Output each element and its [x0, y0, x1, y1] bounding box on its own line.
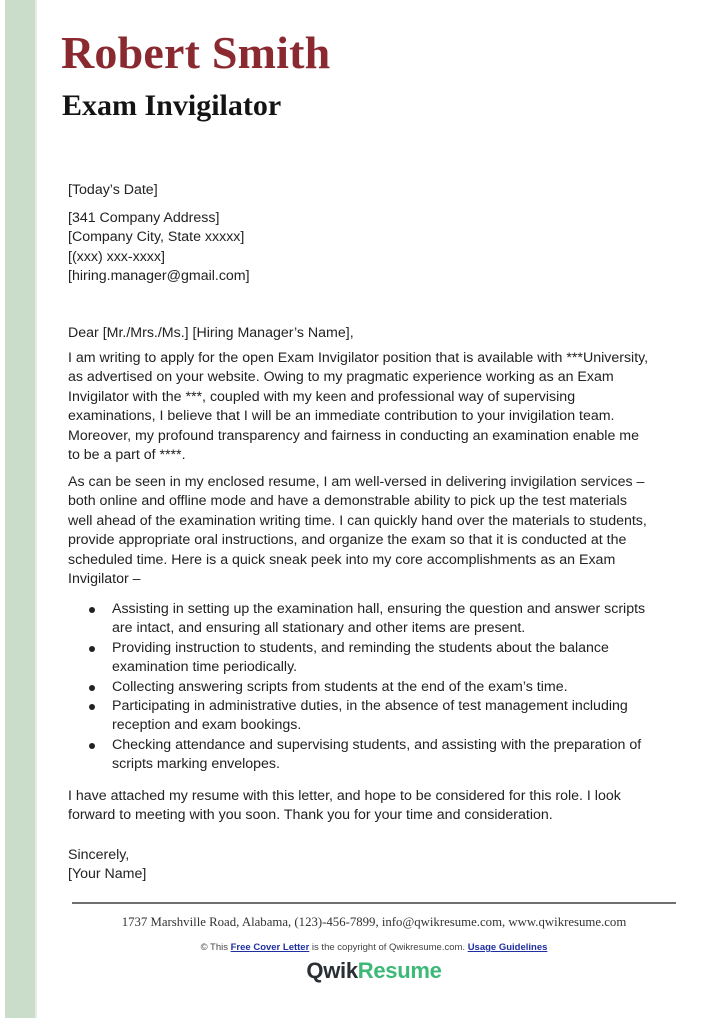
free-cover-letter-link[interactable]: Free Cover Letter: [230, 942, 310, 953]
paragraph-line: examinations, I believe that I will be an immediate contribution to your invigilation team.: [68, 408, 615, 425]
list-item: [68, 639, 688, 678]
bullet-icon: [89, 607, 95, 613]
copyright-prefix: © This: [200, 942, 231, 953]
list-item-line: Assisting in setting up the examination hall, ensuring the question and answer scripts: [112, 601, 646, 617]
bullet-icon: [89, 743, 95, 749]
paragraph-line: to be a part of ****.: [68, 447, 186, 464]
list-item-line: examination time periodically.: [112, 659, 298, 676]
footer-divider: [72, 902, 676, 904]
paragraph-experience: [68, 473, 688, 589]
paragraph-line: forward to meeting with you soon. Thank you for your time and consideration.: [68, 807, 553, 824]
copyright-middle: is the copyright of Qwikresume.com.: [309, 942, 468, 953]
usage-guidelines-link[interactable]: Usage Guidelines: [467, 942, 548, 953]
footer-contact-info: 1737 Marshville Road, Alabama, (123)-456-7899, info@qwikresume.com, www.qwikresume.com: [121, 915, 627, 929]
address-line: [hiring.manager@gmail.com]: [68, 268, 250, 285]
address-line: [(xxx) xxx-xxxx]: [68, 248, 165, 265]
paragraph-line: scheduled time. Here is a quick sneak peek into my core accomplishments as an Exam: [68, 551, 616, 568]
paragraph-line: I have attached my resume with this letter, and hope to be considered for this role. I look: [68, 788, 621, 804]
paragraph-line: Invigilator –: [68, 571, 141, 588]
paragraph-line: as advertised on your website. Owing to my pragmatic experience working as an Exam: [68, 369, 614, 386]
list-item-line: are intact, and ensuring all stationary and other items are present.: [112, 620, 526, 637]
paragraph-line: Moreover, my profound transparency and fairness in conducting an examination enable me: [68, 427, 639, 444]
paragraph-line: both online and offline mode and have a demonstrable ability to pick up the test materials: [68, 493, 627, 510]
address-line: [Company City, State xxxxx]: [68, 229, 245, 246]
paragraph-line: well ahead of the examination writing time. I can quickly hand over the materials to students,: [68, 512, 647, 529]
list-item-line: scripts marking envelopes.: [112, 756, 280, 773]
applicant-name: Robert Smith: [61, 27, 331, 78]
list-item: [68, 736, 688, 775]
closing-text: Sincerely,: [68, 847, 130, 863]
list-item: [68, 600, 688, 639]
bullet-icon: [89, 685, 95, 691]
letter-date: [68, 181, 688, 200]
list-item-line: reception and exam bookings.: [112, 717, 302, 734]
paragraph-line: I am writing to apply for the open Exam Invigilator position that is available with ***University,: [68, 350, 649, 366]
job-title: Exam Invigilator: [62, 89, 282, 122]
qwikresume-logo: [72, 958, 676, 984]
list-item-line: Checking attendance and supervising students, and assisting with the preparation of: [112, 736, 642, 753]
address-line: [341 Company Address]: [68, 210, 220, 226]
sign-off: [68, 846, 688, 885]
paragraph-intro: [68, 349, 688, 465]
list-item: [68, 678, 688, 697]
paragraph-line: provide appropriate oral instructions, and organize the exam so that it is conducted at the: [68, 532, 627, 549]
list-item: [68, 697, 688, 736]
salutation: [68, 324, 688, 343]
signature-name: [Your Name]: [68, 866, 147, 883]
bullet-icon: [89, 704, 95, 710]
logo-part-qwik: Qwik: [306, 958, 358, 983]
accomplishments-list: [68, 600, 688, 775]
list-item-line: Collecting answering scripts from students at the end of the exam’s time.: [112, 678, 568, 695]
copyright-notice: [72, 942, 676, 953]
recipient-address: [68, 209, 688, 287]
salutation-text: Dear [Mr./Mrs./Ms.] [Hiring Manager’s Name],: [68, 325, 354, 341]
bullet-icon: [89, 646, 95, 652]
list-item-line: Participating in administrative duties, in the absence of test management including: [112, 698, 628, 715]
paragraph-line: As can be seen in my enclosed resume, I am well-versed in delivering invigilation services –: [68, 474, 645, 490]
paragraph-closing: [68, 787, 688, 826]
paragraph-line: Invigilator with the ***, coupled with my keen and professional way of supervising: [68, 388, 576, 405]
date-text: [Today’s Date]: [68, 182, 158, 198]
list-item-line: Providing instruction to students, and reminding the students about the balance: [112, 639, 609, 656]
sidebar-accent-strip: [5, 0, 37, 1018]
logo-part-resume: Resume: [357, 958, 442, 983]
